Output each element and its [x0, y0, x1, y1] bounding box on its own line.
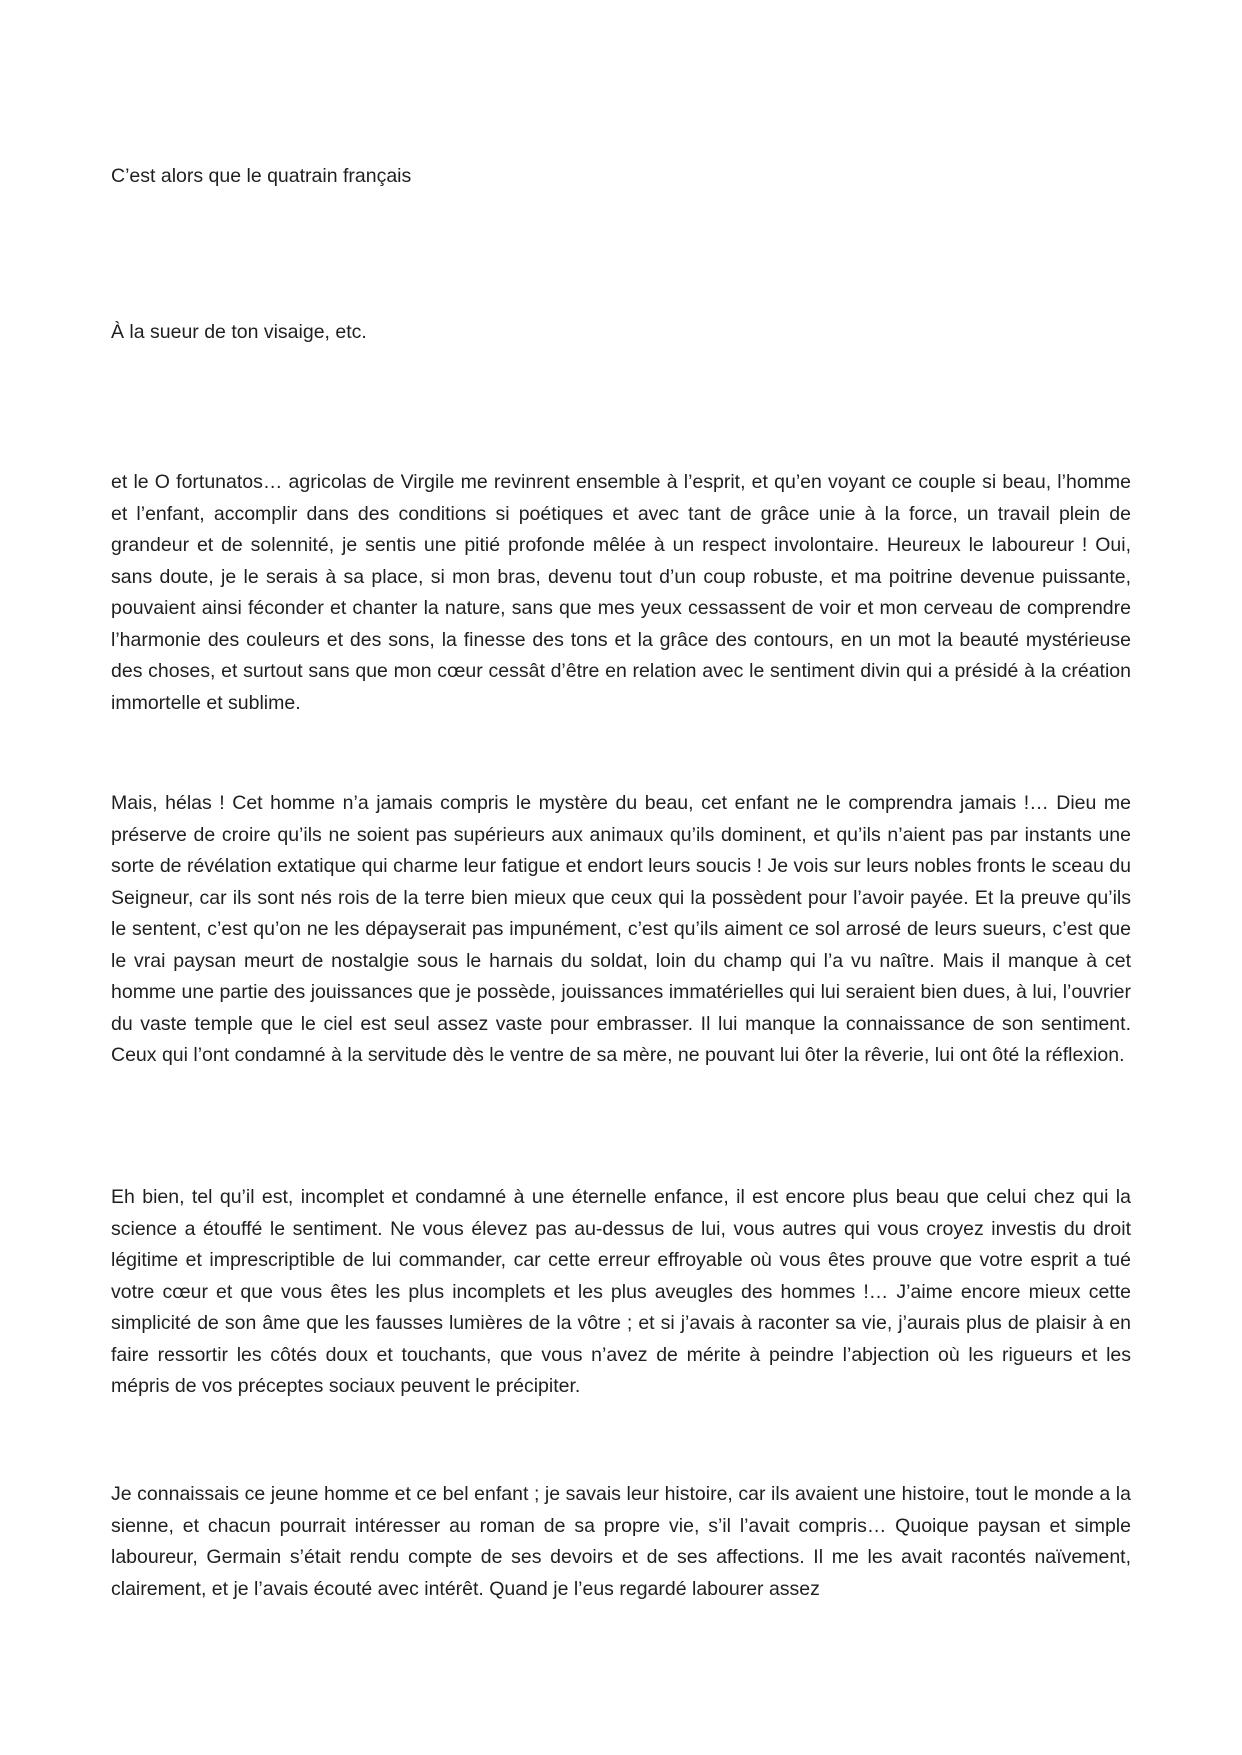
- paragraph-eternelle-enfance: Eh bien, tel qu’il est, incomplet et condamné à une éternelle enfance, il est encore plus beau que celui chez qui la science a étouffé le sentiment. Ne vous élevez pas au-dessus de lui, vous autres qui vous croyez investis du droit légitime et imprescriptible de lui commander, car cette erreur effroyable où vous êtes prouve que votre esprit a tué votre cœur et que vous êtes les plus incomplets et les plus aveugles des hommes !… J’aime encore mieux cette simplicité de son âme que les fausses lumières de la vôtre ; et si j’avais à raconter sa vie, j’aurais plus de plaisir à en faire ressortir les côtés doux et touchants, que vous n’avez de mérite à peindre l’abjection où les rigueurs et les mépris de vos préceptes sociaux peuvent le précipiter.: [111, 1186, 1131, 1397]
- paragraph-virgile: et le O fortunatos… agricolas de Virgile me revinrent ensemble à l’esprit, et qu’en voyant ce couple si beau, l’homme et l’enfant, accomplir dans des conditions si poétiques et avec tant de grâce unie à la force, un travail plein de grandeur et de solennité, je sentis une pitié profonde mêlée à un respect involontaire. Heureux le laboureur ! Oui, sans doute, je le serais à sa place, si mon bras, devenu tout d’un coup robuste, et ma poitrine devenue puissante, pouvaient ainsi féconder et chanter la nature, sans que mes yeux cessassent de voir et mon cerveau de comprendre l’harmonie des couleurs et des sons, la finesse des tons et la grâce des contours, en un mot la beauté mystérieuse des choses, et surtout sans que mon cœur cessât d’être en relation avec le sentiment divin qui a présidé à la création immortelle et sublime.: [111, 471, 1131, 714]
- intro-line: C’est alors que le quatrain français: [111, 165, 412, 187]
- paragraph-mystere-du-beau: Mais, hélas ! Cet homme n’a jamais compris le mystère du beau, cet enfant ne le comprendra jamais !… Dieu me préserve de croire qu’ils ne soient pas supérieurs aux animaux qu’ils dominent, et qu’ils n’aient pas par instants une sorte de révélation extatique qui charme leur fatigue et endort leurs soucis ! Je vois sur leurs nobles fronts le sceau du Seigneur, car ils sont nés rois de la terre bien mieux que ceux qui la possèdent pour l’avoir payée. Et la preuve qu’ils le sentent, c’est qu’on ne les dépayserait pas impunément, c’est qu’ils aiment ce sol arrosé de leurs sueurs, c’est que le vrai paysan meurt de nostalgie sous le harnais du soldat, loin du champ qui l’a vu naître. Mais il manque à cet homme une partie des jouissances que je possède, jouissances immatérielles qui lui seraient bien dues, à lui, l’ouvrier du vaste temple que le ciel est seul assez vaste pour embrasser. Il lui manque la connaissance de son sentiment. Ceux qui l’ont condamné à la servitude dès le ventre de sa mère, ne pouvant lui ôter la rêverie, lui ont ôté la réflexion.: [111, 792, 1131, 1066]
- quatrain-line: À la sueur de ton visaige, etc.: [111, 321, 367, 343]
- paragraph-germain: Je connaissais ce jeune homme et ce bel enfant ; je savais leur histoire, car ils avaient une histoire, tout le monde a la sienne, et chacun pourrait intéresser au roman de sa propre vie, s’il l’avait compris… Quoique paysan et simple laboureur, Germain s’était rendu compte de ses devoirs et de ses affections. Il me les avait racontés naïvement, clairement, et je l’avais écouté avec intérêt. Quand je l’eus regardé labourer assez: [111, 1483, 1131, 1600]
